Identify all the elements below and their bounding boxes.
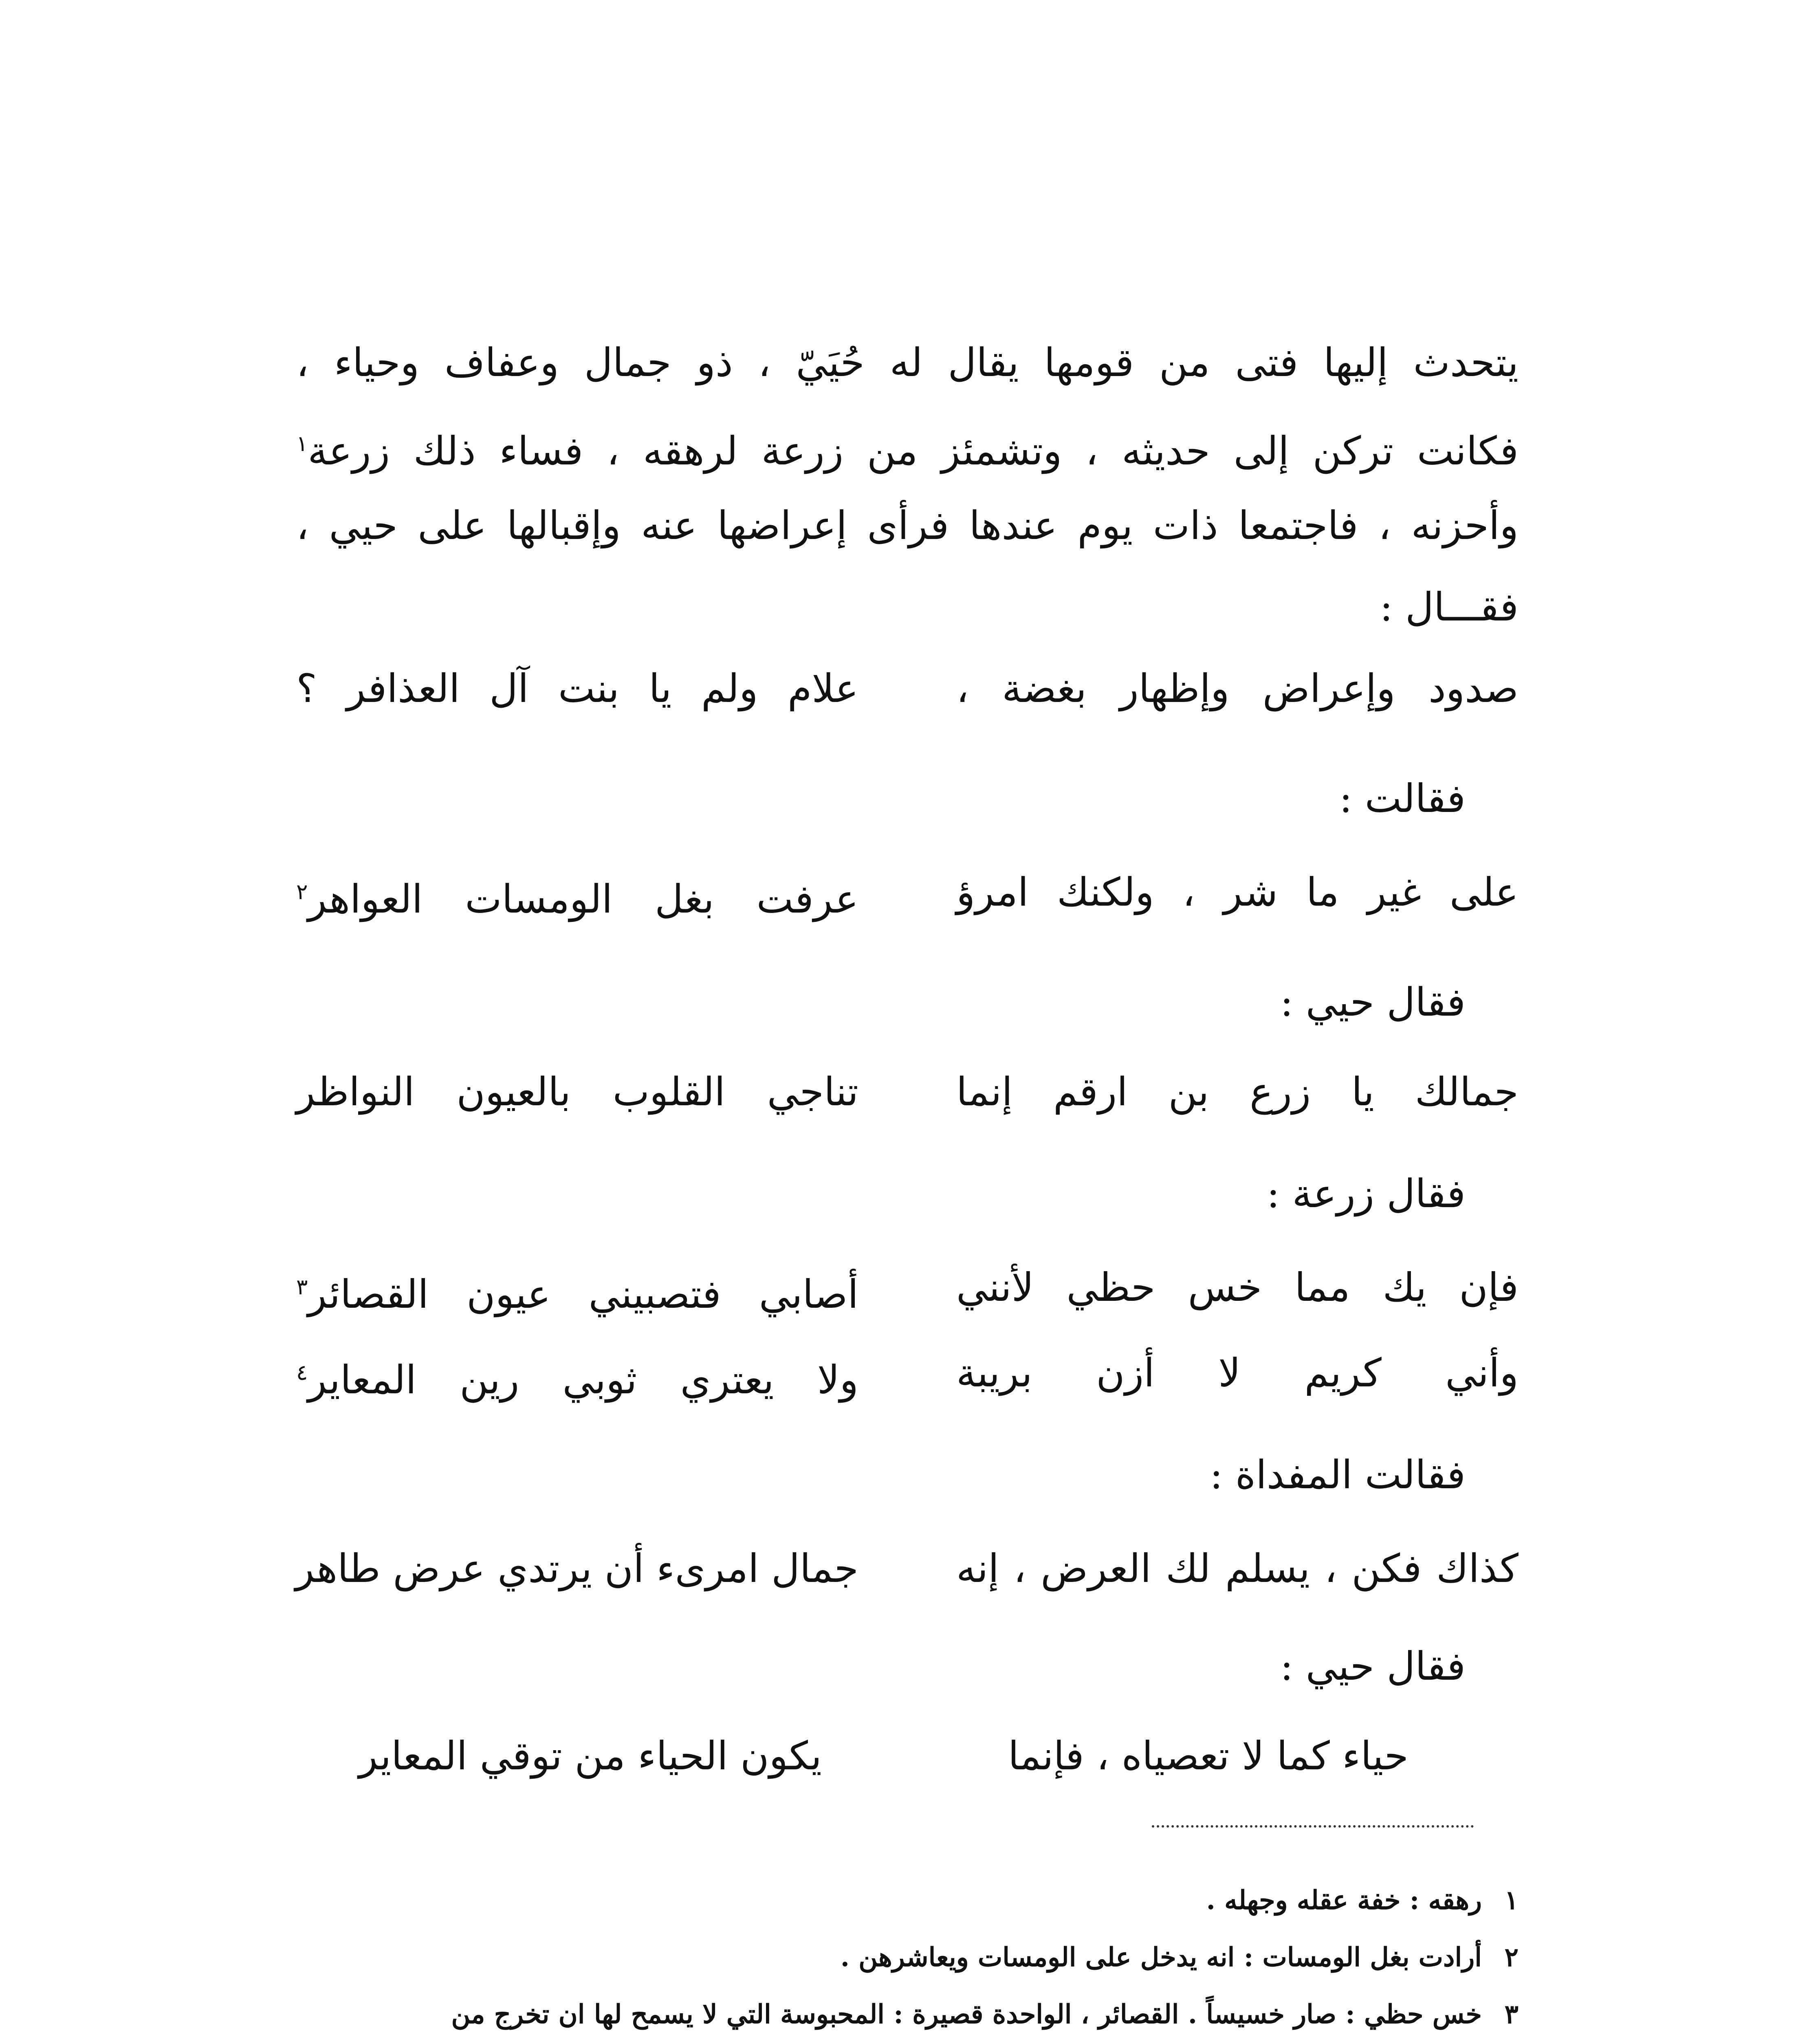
- verse-first-hemistich: على غير ما شر ، ولكنك امرؤ: [956, 869, 1519, 915]
- verse-first-hemistich: جمالك يا زرع بن ارقم إنما: [956, 1069, 1519, 1115]
- footnote: [296, 1992, 1519, 2037]
- verse-line: [296, 1255, 1519, 1320]
- verse-second-hemistich: أصابي فتصبيني عيون القصائر$^٣$: [296, 1271, 858, 1317]
- prose-line: يتحدث إليها فتى من قومها يقال له حُيَيّ ، ذو جمال وعفاف وحياء ،: [296, 340, 1519, 385]
- verse-line: [296, 656, 1519, 721]
- footnote-text: أرادت بغل الومسات : انه يدخل على الومسات ويعاشرهن .: [840, 1942, 1482, 1973]
- verse-line: [296, 860, 1519, 925]
- speaker-label: فقـــال :: [1380, 584, 1519, 630]
- verse-first-hemistich: فإن يك مما خس حظي لأنني: [956, 1265, 1519, 1310]
- footnote-number: ١: [1504, 1885, 1519, 1916]
- verse-line: [333, 1723, 1408, 1788]
- verse-first-hemistich: حياء كما لا تعصياه ، فإنما: [1008, 1733, 1408, 1779]
- footnote-text: رهقه : خفة عقله وجهله .: [1206, 1885, 1482, 1916]
- speaker-label: فقال حيي :: [1280, 979, 1466, 1025]
- speaker-label: فقالت :: [1339, 776, 1466, 821]
- footnote-divider: [1152, 1825, 1474, 1828]
- verse-first-hemistich: وأني كريم لا أزن بريبة: [956, 1350, 1519, 1396]
- verse-line: [296, 1059, 1519, 1124]
- speaker-label: فقالت المفداة :: [1210, 1452, 1466, 1498]
- verse-second-hemistich: جمال امرىء أن يرتدي عرض طاهر: [295, 1546, 858, 1591]
- prose-line: فكانت تركن إلى حديثه ، وتشمئز من زرعة لرهقه ، فساء ذلك زرعة$^١$: [296, 428, 1519, 474]
- verse-second-hemistich: تناجي القلوب بالعيون النواظر: [296, 1069, 858, 1115]
- footnote-number: ٣: [1504, 1999, 1519, 2030]
- verse-second-hemistich: ولا يعتري ثوبي رين المعاير$^٤$: [296, 1357, 858, 1403]
- verse-second-hemistich: يكون الحياء من توقي المعاير: [359, 1733, 822, 1779]
- speaker-label: فقال حيي :: [1280, 1643, 1466, 1689]
- footnote: [296, 1878, 1519, 1923]
- footnote-text: خس حظي : صار خسيساً . القصائر ، الواحدة قصيرة : المحبوسة التي لا يسمح لها ان تخرج من: [451, 1999, 1482, 2030]
- prose-paragraph: [296, 322, 1519, 648]
- verse-line: [296, 1340, 1519, 1406]
- verse-first-hemistich: صدود وإعراض وإظهار بغضة ،: [956, 666, 1519, 711]
- footnote-ref: ٤: [296, 1360, 308, 1385]
- footnote-ref: ٣: [296, 1275, 308, 1300]
- verse-first-hemistich: كذاك فكن ، يسلم لك العرض ، إنه: [956, 1546, 1519, 1591]
- prose-line: وأحزنه ، فاجتمعا ذات يوم عندها فرأى إعراضها عنه وإقبالها على حيي ،: [296, 503, 1519, 548]
- verse-second-hemistich: علام ولم يا بنت آل العذافر ؟: [296, 666, 858, 711]
- footnote-ref: ٢: [296, 880, 308, 904]
- verse-second-hemistich: عرفت بغل الومسات العواهر$^٢$: [296, 876, 858, 922]
- footnote-number: ٢: [1504, 1942, 1519, 1973]
- verse-line: [296, 1536, 1519, 1601]
- footnote-ref: ١: [296, 431, 308, 456]
- speaker-label: فقال زرعة :: [1266, 1171, 1466, 1216]
- footnote: [296, 1935, 1519, 1980]
